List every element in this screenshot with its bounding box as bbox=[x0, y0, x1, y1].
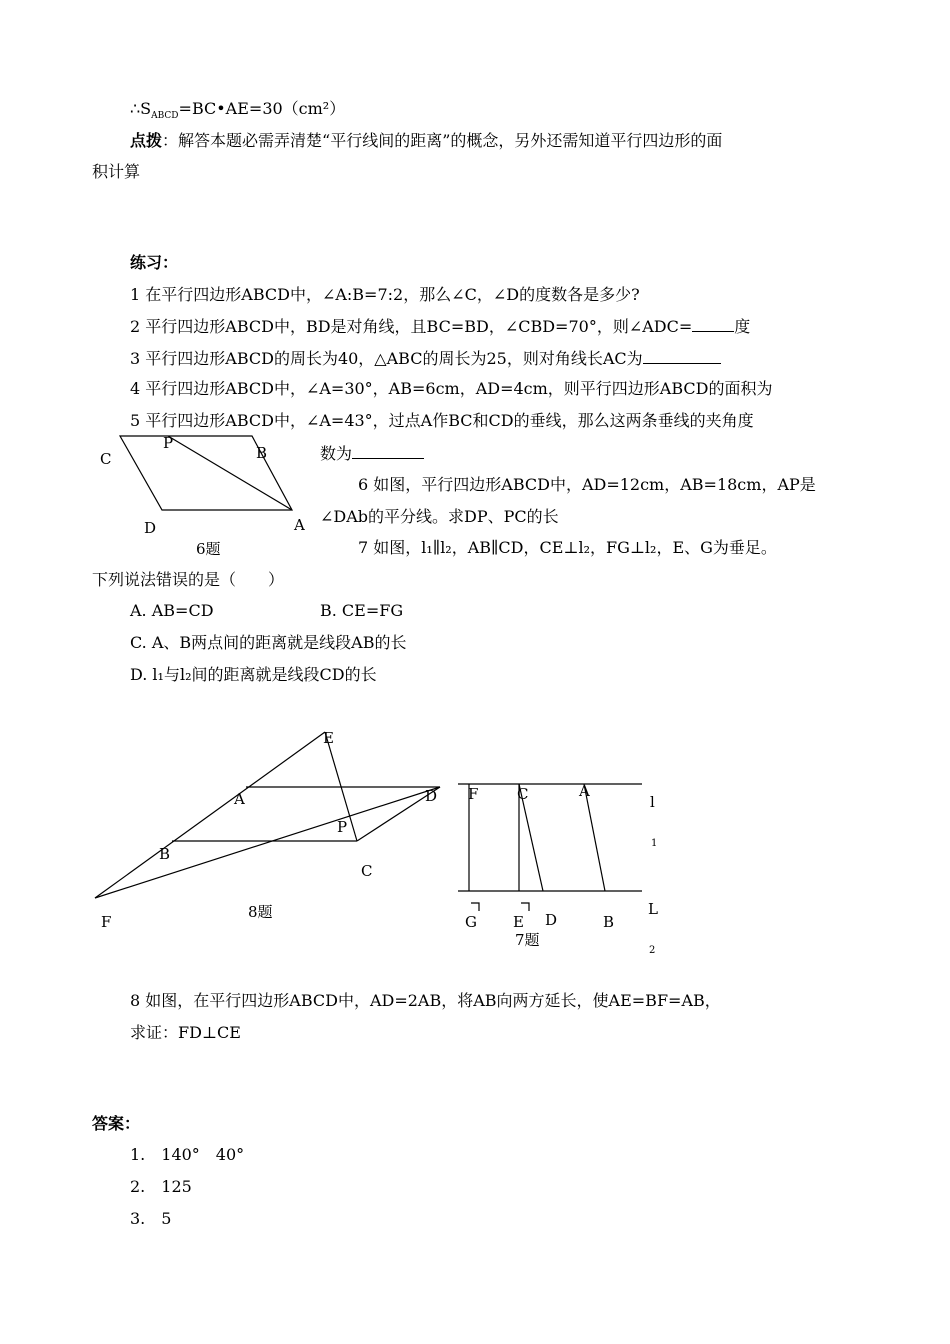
question-8-prove: 求证：FD⊥CE bbox=[130, 1023, 241, 1042]
segment-fd bbox=[95, 787, 440, 898]
answer-item: 1. 140° 40° bbox=[130, 1145, 245, 1164]
fig8-label-f: F bbox=[101, 913, 112, 931]
fig7-label-l2-sub: 2 bbox=[649, 945, 656, 956]
fig7-label-d: D bbox=[545, 911, 558, 929]
fig7-label-l2: L bbox=[648, 900, 658, 918]
segment-fe bbox=[95, 732, 325, 898]
question-2: 2 平行四边形ABCD中，BD是对角线，且BC=BD，∠CBD=70°，则∠ADC= 度 bbox=[130, 317, 751, 336]
question-3: 3 平行四边形ABCD的周长为40，△ABC的周长为25，则对角线长AC为 bbox=[130, 347, 721, 370]
question-4: 4 平行四边形ABCD中，∠A=30°，AB=6cm，AD=4cm，则平行四边形ABCD的面积为 bbox=[130, 379, 773, 398]
fig8-label-d: D bbox=[425, 787, 438, 805]
fig7-label-l1: l bbox=[650, 793, 655, 811]
fig7-label-f: F bbox=[468, 785, 479, 803]
question-7: 7 如图，l₁∥l₂，AB∥CD，CE⊥l₂，FG⊥l₂，E、G为垂足。 bbox=[358, 538, 777, 557]
fig7-label-a: A bbox=[579, 782, 590, 800]
fig8-label-p: P bbox=[337, 818, 348, 836]
option-b: B. CE=FG bbox=[320, 601, 404, 620]
tip-label: 点拨 bbox=[130, 131, 163, 150]
fig8-label-b: B bbox=[159, 845, 171, 863]
answer-item: 2. 125 bbox=[130, 1177, 192, 1196]
fig8-label-a: A bbox=[234, 790, 245, 808]
right-angle-mark-g bbox=[471, 903, 479, 911]
fig6-caption: 6题 bbox=[196, 540, 221, 558]
question-5-continued: 数为 bbox=[320, 442, 424, 465]
right-angle-mark-e bbox=[521, 903, 529, 911]
option-d: D. l₁与l₂间的距离就是线段CD的长 bbox=[130, 665, 377, 684]
question-5: 5 平行四边形ABCD中，∠A=43°，过点A作BC和CD的垂线，那么这两条垂线的夹角度 bbox=[130, 411, 754, 430]
question-8: 8 如图，在平行四边形ABCD中，AD=2AB，将AB向两方延长，使AE=BF=AB， bbox=[130, 991, 721, 1010]
tip-line-continued: 积计算 bbox=[92, 162, 141, 181]
fig6-label-a: A bbox=[294, 516, 305, 534]
area-result-line: $\therefore S_{ABCD}=BC•AE=30(cm^2)$ bbox=[130, 99, 346, 122]
fig6-label-p: P bbox=[163, 434, 174, 452]
segment-ap bbox=[168, 436, 292, 510]
tip-line: 点拨：解答本题必需弄清楚“平行线间的距离”的概念，另外还需知道平行四边形的面 bbox=[130, 131, 723, 150]
option-c: C. A、B两点间的距离就是线段AB的长 bbox=[130, 633, 407, 652]
practice-heading: 练习： bbox=[130, 253, 179, 272]
fig7-label-b: B bbox=[603, 913, 615, 931]
fig8-label-e: E bbox=[323, 729, 334, 747]
fig7-label-l1-sub: 1 bbox=[651, 838, 658, 849]
answers-heading: 答案： bbox=[92, 1114, 141, 1133]
fig6-label-d: D bbox=[144, 519, 157, 537]
fig7-label-e: E bbox=[513, 913, 524, 931]
segment-ab bbox=[584, 784, 605, 891]
question-6-continued: ∠DAb的平分线。求DP、PC的长 bbox=[320, 507, 559, 526]
fig7-caption: 7题 bbox=[515, 931, 540, 949]
answer-item: 3. 5 bbox=[130, 1209, 172, 1228]
fig7-label-g: G bbox=[465, 913, 477, 931]
fig6-label-c: C bbox=[100, 450, 112, 468]
figure-7 bbox=[458, 784, 642, 911]
question-7-prompt: 下列说法错误的是（ ） bbox=[92, 570, 285, 589]
question-6: 6 如图，平行四边形ABCD中，AD=12cm，AB=18cm，AP是 bbox=[358, 475, 816, 494]
fig7-label-c: C bbox=[517, 785, 529, 803]
figure-8 bbox=[95, 732, 440, 898]
fig8-label-c: C bbox=[361, 862, 373, 880]
question-1: 1 在平行四边形ABCD中，∠A:B=7:2，那么∠C，∠D的度数各是多少? bbox=[130, 285, 640, 304]
option-a: A. AB=CD bbox=[130, 601, 214, 620]
fig8-caption: 8题 bbox=[248, 903, 273, 921]
fig6-label-b: B bbox=[256, 444, 268, 462]
